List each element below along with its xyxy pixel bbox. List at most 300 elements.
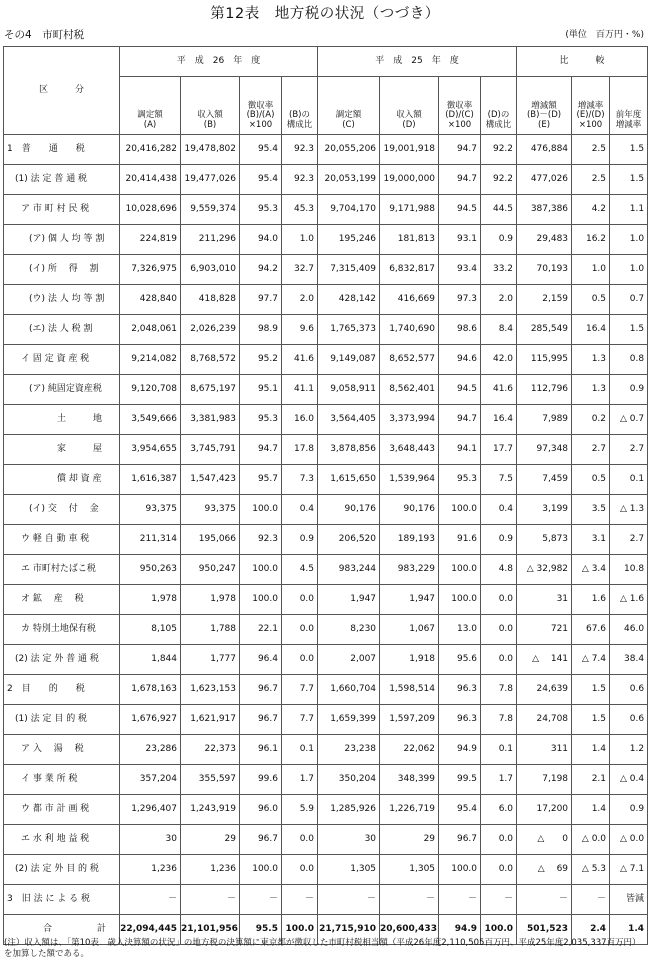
table-cell: 16.4: [572, 315, 610, 345]
column-header: 収入額 (D): [380, 77, 439, 135]
column-header: 徴収率 (D)/(C) ×100: [439, 77, 481, 135]
table-cell: 100.0: [240, 855, 282, 885]
table-cell: 387,386: [517, 195, 572, 225]
table-cell: 0.0: [282, 645, 318, 675]
table-cell: 100.0: [439, 495, 481, 525]
table-cell: 1.0: [610, 225, 648, 255]
row-label: (2) 法 定 外 目 的 税: [4, 855, 120, 885]
table-cell: △ 32,982: [517, 555, 572, 585]
table-cell: 3,564,405: [318, 405, 380, 435]
table-cell: 46.0: [610, 615, 648, 645]
table-cell: 1,296,407: [120, 795, 181, 825]
table-row: [4, 255, 648, 285]
table-cell: 92.2: [481, 165, 517, 195]
table-cell: 0.9: [481, 225, 517, 255]
table-cell: 3.1: [572, 525, 610, 555]
footnote: (注）収入額は、「第10表 歳入決算額の状況」の地方税の決算額に東京都が徴収した市町村税相当額（平成26年度2,110,505百万円、平成25年度2,035,337百万円）を加算した額である。: [4, 938, 641, 960]
table-cell: 95.1: [240, 375, 282, 405]
table-cell: 1.5: [572, 705, 610, 735]
table-cell: △ 69: [517, 855, 572, 885]
table-cell: 8.4: [481, 315, 517, 345]
table-cell: 94.5: [439, 195, 481, 225]
table-cell: 99.6: [240, 765, 282, 795]
row-label: 3 旧 法 に よ る 税: [4, 885, 120, 915]
row-label: ア 入 湯 税: [4, 735, 120, 765]
table-cell: 1,067: [380, 615, 439, 645]
table-cell: 1,918: [380, 645, 439, 675]
table-cell: 29,483: [517, 225, 572, 255]
table-cell: 0.0: [282, 825, 318, 855]
table-row: [4, 555, 648, 585]
table-cell: 1.5: [610, 315, 648, 345]
table-cell: 41.1: [282, 375, 318, 405]
table-cell: 1,978: [120, 585, 181, 615]
table-row: [4, 675, 648, 705]
table-cell: 0.6: [610, 705, 648, 735]
table-cell: 21,101,956: [181, 915, 240, 945]
table-cell: 2.4: [572, 915, 610, 945]
table-cell: 0.9: [282, 525, 318, 555]
table-cell: △ 0.4: [610, 765, 648, 795]
row-label: ウ 都 市 計 画 税: [4, 795, 120, 825]
table-cell: 9,058,911: [318, 375, 380, 405]
table-cell: －: [380, 885, 439, 915]
table-cell: 0.9: [610, 795, 648, 825]
table-cell: 7,315,409: [318, 255, 380, 285]
table-cell: 91.6: [439, 525, 481, 555]
table-cell: 95.3: [240, 195, 282, 225]
table-row: [4, 495, 648, 525]
table-cell: 0.1: [282, 735, 318, 765]
table-cell: 4.8: [481, 555, 517, 585]
table-cell: 97.3: [439, 285, 481, 315]
table-cell: 92.3: [282, 165, 318, 195]
table-cell: 8,230: [318, 615, 380, 645]
table-row: [4, 585, 648, 615]
table-cell: 501,523: [517, 915, 572, 945]
table-cell: 7.3: [282, 465, 318, 495]
table-cell: 19,001,918: [380, 135, 439, 165]
table-cell: －: [240, 885, 282, 915]
table-cell: 44.5: [481, 195, 517, 225]
row-label: カ 特別土地保有税: [4, 615, 120, 645]
row-label: イ 事 業 所 税: [4, 765, 120, 795]
table-row: [4, 195, 648, 225]
table-cell: 1,305: [318, 855, 380, 885]
table-cell: 100.0: [439, 555, 481, 585]
table-cell: 96.3: [439, 705, 481, 735]
table-cell: 16.2: [572, 225, 610, 255]
table-cell: 0.0: [282, 585, 318, 615]
table-cell: 1,947: [380, 585, 439, 615]
table-cell: 100.0: [439, 855, 481, 885]
table-cell: 1.3: [572, 345, 610, 375]
table-cell: 3,549,666: [120, 405, 181, 435]
table-row: [4, 735, 648, 765]
table-cell: 2,159: [517, 285, 572, 315]
table-cell: 1,678,163: [120, 675, 181, 705]
table-cell: △ 141: [517, 645, 572, 675]
table-cell: 29: [380, 825, 439, 855]
table-cell: 7.7: [282, 675, 318, 705]
row-label: ア 市 町 村 民 税: [4, 195, 120, 225]
table-cell: 8,768,572: [181, 345, 240, 375]
table-cell: 95.5: [240, 915, 282, 945]
table-cell: 95.7: [240, 465, 282, 495]
table-cell: 1.4: [610, 915, 648, 945]
header-h26: 平 成 26 年 度: [120, 47, 318, 77]
table-cell: 19,477,026: [181, 165, 240, 195]
table-cell: 2.0: [282, 285, 318, 315]
table-cell: 17,200: [517, 795, 572, 825]
table-cell: 1.7: [282, 765, 318, 795]
table-cell: 211,296: [181, 225, 240, 255]
table-cell: 348,399: [380, 765, 439, 795]
table-cell: 94.0: [240, 225, 282, 255]
table-cell: 0.2: [572, 405, 610, 435]
table-cell: 195,066: [181, 525, 240, 555]
table-cell: 1,659,399: [318, 705, 380, 735]
table-cell: 9,171,988: [380, 195, 439, 225]
table-cell: 7,459: [517, 465, 572, 495]
row-label: (1) 法 定 目 的 税: [4, 705, 120, 735]
table-cell: 2,026,239: [181, 315, 240, 345]
table-cell: 357,204: [120, 765, 181, 795]
table-cell: 0.1: [481, 735, 517, 765]
row-label: 1 普 通 税: [4, 135, 120, 165]
table-cell: 41.6: [282, 345, 318, 375]
table-cell: 1.5: [610, 165, 648, 195]
table-row: [4, 405, 648, 435]
table-row: [4, 855, 648, 885]
header-kubun: 区 分: [4, 47, 120, 135]
table-cell: 100.0: [282, 915, 318, 945]
table-row: [4, 705, 648, 735]
table-cell: 19,478,802: [181, 135, 240, 165]
table-cell: 3,878,856: [318, 435, 380, 465]
column-header: (B)の 構成比: [282, 77, 318, 135]
table-cell: 3,954,655: [120, 435, 181, 465]
row-label: ウ 軽 自 動 車 税: [4, 525, 120, 555]
table-cell: 23,286: [120, 735, 181, 765]
row-label: (ア) 純固定資産税: [4, 375, 120, 405]
table-cell: 3.5: [572, 495, 610, 525]
table-cell: 8,562,401: [380, 375, 439, 405]
column-header: 徴収率 (B)/(A) ×100: [240, 77, 282, 135]
table-cell: 2.1: [572, 765, 610, 795]
table-cell: 285,549: [517, 315, 572, 345]
table-cell: 9,704,170: [318, 195, 380, 225]
table-cell: 1,740,690: [380, 315, 439, 345]
row-label: (ア) 個 人 均 等 割: [4, 225, 120, 255]
table-cell: 181,813: [380, 225, 439, 255]
table-cell: －: [120, 885, 181, 915]
table-cell: 45.3: [282, 195, 318, 225]
column-header: 調定額 (A): [120, 77, 181, 135]
table-cell: 0.4: [282, 495, 318, 525]
table-cell: 2.5: [572, 135, 610, 165]
table-cell: 2.7: [610, 525, 648, 555]
table-cell: 20,600,433: [380, 915, 439, 945]
column-header: (D)の 構成比: [481, 77, 517, 135]
table-cell: 1.5: [610, 135, 648, 165]
row-label: 償 却 資 産: [4, 465, 120, 495]
table-cell: －: [181, 885, 240, 915]
table-cell: 92.2: [481, 135, 517, 165]
table-cell: 0.0: [481, 645, 517, 675]
table-cell: 428,142: [318, 285, 380, 315]
table-cell: 1,765,373: [318, 315, 380, 345]
table-cell: 7,989: [517, 405, 572, 435]
table-cell: 4.5: [282, 555, 318, 585]
table-cell: 1,285,926: [318, 795, 380, 825]
table-cell: 38.4: [610, 645, 648, 675]
table-cell: 1,615,650: [318, 465, 380, 495]
table-cell: 21,715,910: [318, 915, 380, 945]
table-cell: 95.4: [240, 165, 282, 195]
table-cell: 100.0: [240, 495, 282, 525]
table-cell: 96.7: [240, 675, 282, 705]
table-cell: 1,598,514: [380, 675, 439, 705]
table-cell: 350,204: [318, 765, 380, 795]
table-cell: 428,840: [120, 285, 181, 315]
table-cell: 3,199: [517, 495, 572, 525]
table-cell: －: [318, 885, 380, 915]
table-row: [4, 165, 648, 195]
table-cell: －: [282, 885, 318, 915]
table-cell: 0.7: [610, 285, 648, 315]
table-cell: 9,149,087: [318, 345, 380, 375]
table-cell: 1,305: [380, 855, 439, 885]
table-cell: 17.7: [481, 435, 517, 465]
table-cell: 0.0: [481, 825, 517, 855]
table-cell: 96.1: [240, 735, 282, 765]
table-cell: 1.6: [572, 585, 610, 615]
table-cell: 100.0: [240, 585, 282, 615]
column-header: 増減額 (B)－(D) (E): [517, 77, 572, 135]
table-cell: △ 7.4: [572, 645, 610, 675]
table-cell: －: [572, 885, 610, 915]
table-cell: 10,028,696: [120, 195, 181, 225]
table-cell: 0.5: [572, 285, 610, 315]
table-row: [4, 645, 648, 675]
table-cell: 418,828: [181, 285, 240, 315]
table-cell: 94.9: [439, 915, 481, 945]
table-cell: 95.4: [240, 135, 282, 165]
table-cell: 0.0: [481, 855, 517, 885]
table-cell: 16.0: [282, 405, 318, 435]
table-row: [4, 435, 648, 465]
table-cell: 7.5: [481, 465, 517, 495]
table-cell: 94.2: [240, 255, 282, 285]
table-cell: 94.9: [439, 735, 481, 765]
table-cell: 22.1: [240, 615, 282, 645]
table-cell: 95.4: [439, 795, 481, 825]
table-cell: 2.7: [610, 435, 648, 465]
table-cell: －: [517, 885, 572, 915]
table-cell: 95.3: [240, 405, 282, 435]
table-cell: 19,000,000: [380, 165, 439, 195]
table-cell: 97,348: [517, 435, 572, 465]
table-cell: 8,105: [120, 615, 181, 645]
table-cell: 2,007: [318, 645, 380, 675]
table-cell: 0.9: [610, 375, 648, 405]
table-cell: 67.6: [572, 615, 610, 645]
table-cell: 100.0: [240, 555, 282, 585]
table-cell: 0.6: [610, 675, 648, 705]
column-header: 増減率 (E)/(D) ×100: [572, 77, 610, 135]
table-cell: 112,796: [517, 375, 572, 405]
table-cell: 94.7: [439, 135, 481, 165]
row-label: 家 屋: [4, 435, 120, 465]
table-row: [4, 315, 648, 345]
table-row: [4, 795, 648, 825]
table-cell: △ 0.0: [572, 825, 610, 855]
table-cell: 94.6: [439, 345, 481, 375]
table-row: [4, 225, 648, 255]
table-cell: 7.8: [481, 675, 517, 705]
table-cell: 1,660,704: [318, 675, 380, 705]
table-cell: 983,229: [380, 555, 439, 585]
table-cell: 92.3: [240, 525, 282, 555]
table-cell: 90,176: [380, 495, 439, 525]
table-cell: 24,639: [517, 675, 572, 705]
table-cell: 3,648,443: [380, 435, 439, 465]
table-cell: 99.5: [439, 765, 481, 795]
table-row: [4, 825, 648, 855]
table-cell: 24,708: [517, 705, 572, 735]
table-cell: 4.2: [572, 195, 610, 225]
table-cell: 1,597,209: [380, 705, 439, 735]
table-cell: 1,844: [120, 645, 181, 675]
table-cell: 7.8: [481, 705, 517, 735]
tax-table: [3, 46, 648, 945]
column-header: 調定額 (C): [318, 77, 380, 135]
row-label: (エ) 法 人 税 割: [4, 315, 120, 345]
table-cell: 355,597: [181, 765, 240, 795]
row-label: オ 鉱 産 税: [4, 585, 120, 615]
table-cell: 94.7: [439, 405, 481, 435]
row-label: 2 目 的 税: [4, 675, 120, 705]
table-cell: 224,819: [120, 225, 181, 255]
table-cell: 20,055,206: [318, 135, 380, 165]
row-label: 土 地: [4, 405, 120, 435]
table-row: [4, 375, 648, 405]
table-cell: 1,547,423: [181, 465, 240, 495]
column-header: 収入額 (B): [181, 77, 240, 135]
table-row: [4, 345, 648, 375]
table-cell: 1,788: [181, 615, 240, 645]
table-cell: 31: [517, 585, 572, 615]
table-cell: 7,198: [517, 765, 572, 795]
table-cell: 2.7: [572, 435, 610, 465]
table-cell: 100.0: [481, 915, 517, 945]
table-cell: 1,226,719: [380, 795, 439, 825]
row-label: (ウ) 法 人 均 等 割: [4, 285, 120, 315]
table-cell: 1,236: [120, 855, 181, 885]
table-cell: 94.7: [439, 165, 481, 195]
table-cell: 22,094,445: [120, 915, 181, 945]
table-cell: 2.0: [481, 285, 517, 315]
table-cell: －: [439, 885, 481, 915]
table-row: [4, 615, 648, 645]
table-cell: 94.7: [240, 435, 282, 465]
row-label: イ 固 定 資 産 税: [4, 345, 120, 375]
table-cell: 0.4: [481, 495, 517, 525]
table-row: [4, 135, 648, 165]
table-cell: 98.6: [439, 315, 481, 345]
table-cell: 95.2: [240, 345, 282, 375]
table-cell: 1.7: [481, 765, 517, 795]
table-cell: 93,375: [120, 495, 181, 525]
table-cell: 100.0: [439, 585, 481, 615]
table-cell: 1,947: [318, 585, 380, 615]
table-cell: 1,623,153: [181, 675, 240, 705]
table-row: [4, 465, 648, 495]
table-cell: 90,176: [318, 495, 380, 525]
row-label: (1) 法 定 普 通 税: [4, 165, 120, 195]
table-cell: 950,247: [181, 555, 240, 585]
table-cell: 0.9: [481, 525, 517, 555]
table-cell: 8,675,197: [181, 375, 240, 405]
table-cell: △ 1.3: [610, 495, 648, 525]
table-cell: 22,062: [380, 735, 439, 765]
table-cell: 96.4: [240, 645, 282, 675]
table-cell: 95.3: [439, 465, 481, 495]
table-cell: 97.7: [240, 285, 282, 315]
table-cell: 29: [181, 825, 240, 855]
table-cell: 23,238: [318, 735, 380, 765]
table-cell: 1.0: [282, 225, 318, 255]
table-cell: 3,373,994: [380, 405, 439, 435]
row-label: 合 計: [4, 915, 120, 945]
table-cell: 9,120,708: [120, 375, 181, 405]
table-cell: 3,381,983: [181, 405, 240, 435]
table-cell: 1,777: [181, 645, 240, 675]
table-cell: 0.1: [610, 465, 648, 495]
table-cell: 20,053,199: [318, 165, 380, 195]
table-cell: 30: [120, 825, 181, 855]
table-cell: 0.0: [282, 855, 318, 885]
table-row: [4, 285, 648, 315]
table-cell: 0.0: [481, 585, 517, 615]
table-cell: 96.7: [240, 825, 282, 855]
table-cell: 96.3: [439, 675, 481, 705]
table-cell: 1,236: [181, 855, 240, 885]
table-cell: 16.4: [481, 405, 517, 435]
table-cell: 1,539,964: [380, 465, 439, 495]
table-cell: 6,903,010: [181, 255, 240, 285]
table-cell: △ 1.6: [610, 585, 648, 615]
table-cell: 950,263: [120, 555, 181, 585]
table-row: [4, 885, 648, 915]
table-cell: 6.0: [481, 795, 517, 825]
table-cell: 94.5: [439, 375, 481, 405]
table-cell: 17.8: [282, 435, 318, 465]
table-cell: 93.4: [439, 255, 481, 285]
table-cell: 1.3: [572, 375, 610, 405]
table-cell: 41.6: [481, 375, 517, 405]
table-cell: 0.0: [282, 615, 318, 645]
table-row: [4, 765, 648, 795]
row-label: エ 市町村たばこ税: [4, 555, 120, 585]
table-cell: 22,373: [181, 735, 240, 765]
table-cell: 1,243,919: [181, 795, 240, 825]
table-cell: 93,375: [181, 495, 240, 525]
table-cell: 13.0: [439, 615, 481, 645]
table-cell: 10.8: [610, 555, 648, 585]
table-cell: 92.3: [282, 135, 318, 165]
